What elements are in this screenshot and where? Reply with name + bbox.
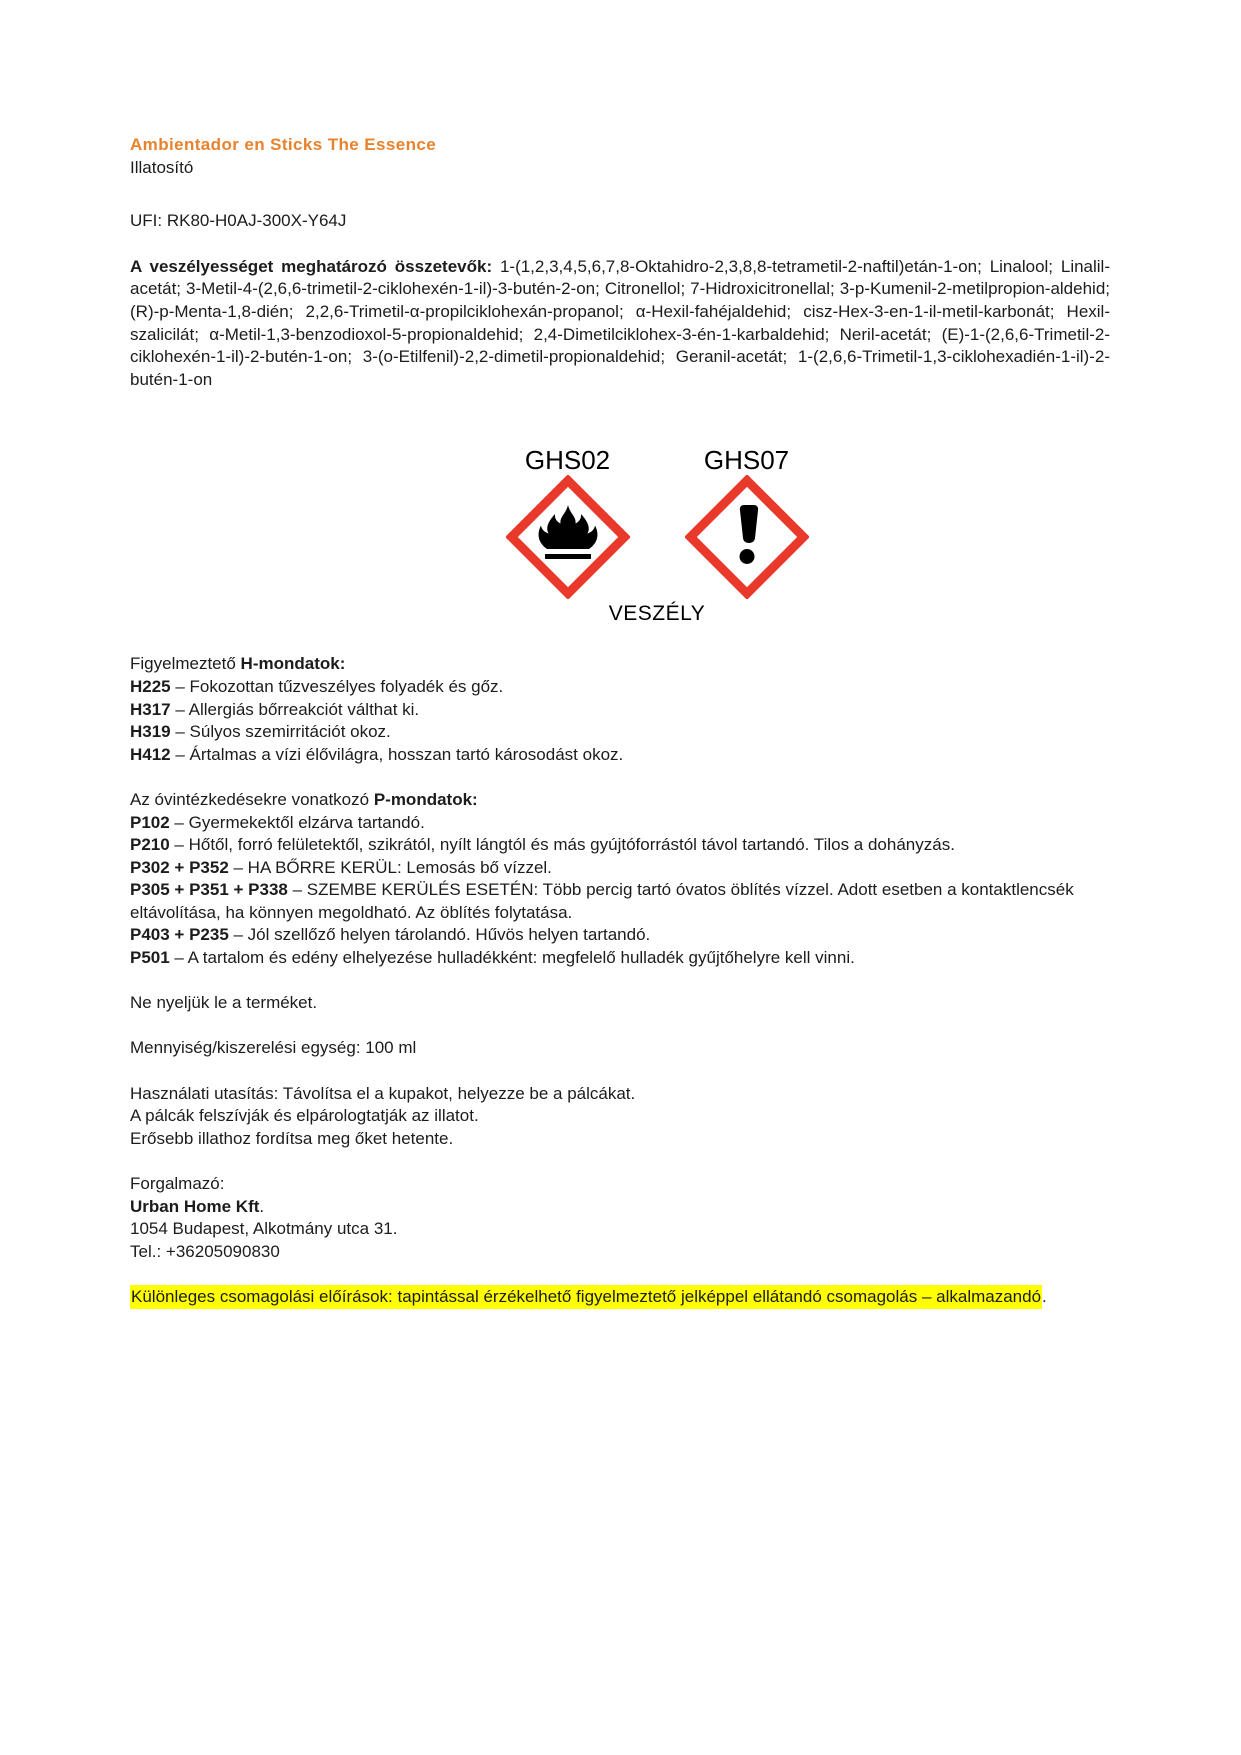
h-statement-h225: H225 – Fokozottan tűzveszélyes folyadék és gőz. <box>130 676 504 696</box>
p-statement-p302-p352: P302 + P352 – HA BŐRRE KERÜL: Lemosás bő vízzel. <box>130 857 552 877</box>
ghs-pictogram-block <box>506 446 809 627</box>
ingredients-text: 1-(1,2,3,4,5,6,7,8-Oktahidro-2,3,8,8-tetrametil-2-naftil)etán-1-on; Linalool; Linalil-acetát; 3-Metil-4-(2,6,6-trimetil-2-ciklohexén-1-il)-3-butén-2-on; Citronellol; 7-Hidroxicitronellal; 3-p-Kumenil-2-metilpropion-aldehid; (R)-p-Menta-1,8-dién; 2,2,6-Trimetil-α-propilciklohexán-propanol; α-Hexil-fahéjaldehid; cisz-Hex-3-en-1-il-metil-karbonát; Hexil-szalicilát; α-Metil-1,3-benzodioxol-5-propionaldehid; 2,4-Dimetilciklohex-3-én-1-karbaldehid; Neril-acetát; (E)-1-(2,6,6-Trimetil-2-ciklohexén-1-il)-2-butén-1-on; 3-(o-Etilfenil)-2,2-dimetil-propionaldehid; Geranil-acetát; 1-(2,6,6-Trimetil-1,3-ciklohexadién-1-il)-2-butén-1-on <box>130 256 1110 389</box>
hazard-ingredients-paragraph <box>130 256 1110 392</box>
product-title: Ambientador en Sticks The Essence <box>130 135 437 154</box>
distributor-name: Urban Home Kft. <box>130 1196 265 1216</box>
p-code: P302 + P352 <box>130 857 229 877</box>
p-statement-p305-p351-p338: P305 + P351 + P338 – SZEMBE KERÜLÉS ESETÉN: Több percig tartó óvatos öblítés vízzel. Adott esetben a kontaktlencsék eltávolítása, ha könnyen megoldható. Az öblítés folytatása. <box>130 880 1074 922</box>
h-code: H225 <box>130 676 171 696</box>
ghs07-label: GHS07 <box>703 445 790 476</box>
special-packaging-note: Különleges csomagolási előírások: tapintással érzékelhető figyelmeztető jelképpel ellátandó csomagolás – alkalmazandó. <box>130 1286 1110 1309</box>
distributor-address: 1054 Budapest, Alkotmány utca 31. <box>130 1219 398 1239</box>
p-code: P501 <box>130 948 170 968</box>
p-code: P102 <box>130 812 170 832</box>
ghs07-pictogram <box>685 446 809 599</box>
ghs02-label: GHS02 <box>524 445 611 476</box>
h-code: H317 <box>130 699 171 719</box>
usage-instruction-1: Használati utasítás: Távolítsa el a kupakot, helyezze be a pálcákat. <box>130 1083 636 1103</box>
exclamation-icon <box>685 475 809 599</box>
signal-word: VESZÉLY <box>608 602 706 626</box>
flame-icon <box>506 475 630 599</box>
product-type: Illatosító <box>130 157 194 177</box>
h-statement-h412: H412 – Ártalmas a vízi élővilágra, hosszan tartó károsodást okoz. <box>130 744 624 764</box>
p-statement-p102: P102 – Gyermekektől elzárva tartandó. <box>130 812 425 832</box>
h-code: H319 <box>130 722 171 742</box>
ghs-pictogram-row <box>506 446 809 599</box>
h-statements-heading: Figyelmeztető H-mondatok: <box>130 654 346 674</box>
p-statement-p403-p235: P403 + P235 – Jól szellőző helyen tárolandó. Hűvös helyen tartandó. <box>130 925 651 945</box>
distributor-phone: Tel.: +36205090830 <box>130 1241 280 1261</box>
distributor-label: Forgalmazó: <box>130 1174 225 1193</box>
highlighted-text: Különleges csomagolási előírások: tapintással érzékelhető figyelmeztető jelképpel ellátandó csomagolás – alkalmazandó <box>130 1285 1042 1309</box>
ghs02-pictogram <box>506 446 630 599</box>
p-statement-p210: P210 – Hőtől, forró felületektől, szikrától, nyílt lángtól és más gyújtóforrástól távol tartandó. Tilos a dohányzás. <box>130 835 955 855</box>
h-statement-h319: H319 – Súlyos szemirritációt okoz. <box>130 722 391 742</box>
ufi-code: UFI: RK80-H0AJ-300X-Y64J <box>130 211 347 231</box>
p-statements-heading: Az óvintézkedésekre vonatkozó P-mondatok: <box>130 789 478 809</box>
p-statement-p501: P501 – A tartalom és edény elhelyezése hulladékként: megfelelő hulladék gyűjtőhelyre kell vinni. <box>130 948 855 968</box>
usage-instruction-2: A pálcák felszívják és elpárologtatják az illatot. <box>130 1106 479 1126</box>
quantity-line: Mennyiség/kiszerelési egység: 100 ml <box>130 1038 417 1058</box>
p-code: P305 + P351 + P338 <box>130 880 288 900</box>
p-code: P403 + P235 <box>130 925 229 945</box>
h-statement-h317: H317 – Allergiás bőrreakciót válthat ki. <box>130 699 420 719</box>
h-code: H412 <box>130 744 171 764</box>
p-code: P210 <box>130 835 170 855</box>
usage-instruction-3: Erősebb illathoz fordítsa meg őket hetente. <box>130 1128 454 1148</box>
ingredients-label: A veszélyességet meghatározó összetevők: <box>130 256 493 276</box>
do-not-swallow-note: Ne nyeljük le a terméket. <box>130 993 318 1013</box>
